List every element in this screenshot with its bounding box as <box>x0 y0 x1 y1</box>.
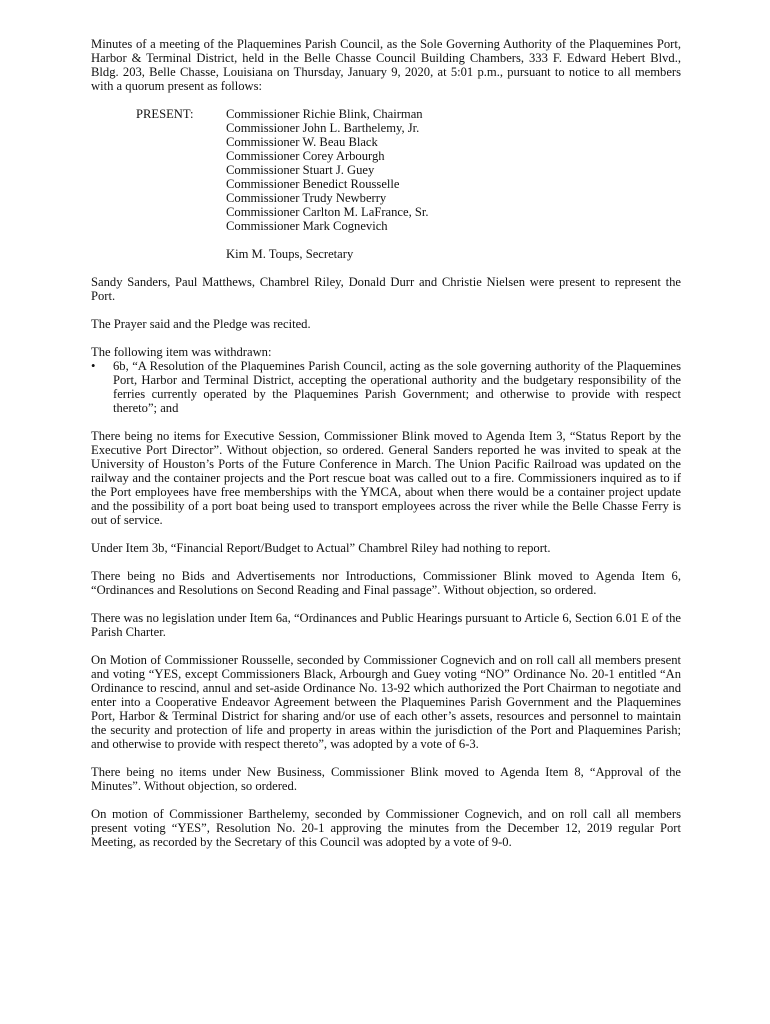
member-name: Commissioner John L. Barthelemy, Jr. <box>226 121 420 135</box>
second-reading-paragraph: There being no Bids and Advertisements nor Introductions, Commissioner Blink moved to Agenda Item 6, “Ordinances and Resolutions on Second Reading and Final passage”. Without objection, so ordered. <box>91 569 681 597</box>
minutes-approval-paragraph: On motion of Commissioner Barthelemy, seconded by Commissioner Cognevich, and on roll call all members present voting “YES”, Resolution No. 20-1 approving the minutes from the December 12, 2019 regular Port Meeting, as recorded by the Secretary of this Council was adopted by a vote of 9-0. <box>91 807 681 849</box>
financial-report-paragraph: Under Item 3b, “Financial Report/Budget to Actual” Chambrel Riley had nothing to report. <box>91 541 551 555</box>
prayer-paragraph: The Prayer said and the Pledge was recited. <box>91 317 311 331</box>
item-6a-paragraph: There was no legislation under Item 6a, “Ordinances and Public Hearings pursuant to Article 6, Section 6.01 E of the Parish Charter. <box>91 611 681 639</box>
secretary-name: Kim M. Toups, Secretary <box>226 247 354 261</box>
member-name: Commissioner Richie Blink, Chairman <box>226 107 423 121</box>
bullet-icon: • <box>91 359 96 373</box>
minutes-body <box>91 37 681 863</box>
withdrawn-item <box>91 359 681 415</box>
port-present-paragraph: Sandy Sanders, Paul Matthews, Chambrel Riley, Donald Durr and Christie Nielsen were present to represent the Port. <box>91 275 681 303</box>
present-label: PRESENT: <box>136 107 194 121</box>
member-name: Commissioner W. Beau Black <box>226 135 378 149</box>
withdrawn-heading: The following item was withdrawn: <box>91 345 272 359</box>
status-report-paragraph: There being no items for Executive Session, Commissioner Blink moved to Agenda Item 3, “Status Report by the Executive Port Director”. Without objection, so ordered. General Sanders reported he was invited to speak at the University of Houston’s Ports of the Future Conference in March. The Union Pacific Railroad was updated on the railway and the container projects and the Port rescue boat was called out to a fire. Commissioners inquired as to if the Port employees have free memberships with the YMCA, about when there would be a container project update and the possibility of a port boat being used to transport employees across the river while the Belle Chasse Ferry is out of service. <box>91 429 681 527</box>
member-name: Commissioner Carlton M. LaFrance, Sr. <box>226 205 429 219</box>
present-list <box>226 107 429 261</box>
new-business-paragraph: There being no items under New Business, Commissioner Blink moved to Agenda Item 8, “Approval of the Minutes”. Without objection, so ordered. <box>91 765 681 793</box>
intro-paragraph: Minutes of a meeting of the Plaquemines Parish Council, as the Sole Governing Authority of the Plaquemines Port, Harbor & Terminal District, held in the Belle Chasse Council Building Chambers, 333 F. Edward Hebert Blvd., Bldg. 203, Belle Chasse, Louisiana on Thursday, January 9, 2020, at 5:01 p.m., pursuant to notice to all members with a quorum present as follows: <box>91 37 681 93</box>
withdrawn-list <box>91 359 681 415</box>
member-name: Commissioner Trudy Newberry <box>226 191 387 205</box>
ordinance-paragraph: On Motion of Commissioner Rousselle, seconded by Commissioner Cognevich and on roll call all members present and voting “YES, except Commissioners Black, Arbourgh and Guey voting “NO” Ordinance No. 20-1 entitled “An Ordinance to rescind, annul and set-aside Ordinance No. 13-92 which authorized the Port Chairman to negotiate and enter into a Cooperative Endeavor Agreement between the Plaquemines Parish Government and the Plaquemines Port, Harbor & Terminal District for sharing and/or use of each other’s assets, resources and personnel to maintain the security and protection of life and property in areas within the jurisdiction of the Port and Plaquemines Parish; and otherwise to provide with respect thereto”, was adopted by a vote of 6-3. <box>91 653 681 751</box>
member-name: Commissioner Corey Arbourgh <box>226 149 385 163</box>
member-name: Commissioner Mark Cognevich <box>226 219 388 233</box>
member-name: Commissioner Stuart J. Guey <box>226 163 375 177</box>
present-block <box>91 107 681 261</box>
withdrawn-item-text: 6b, “A Resolution of the Plaquemines Parish Council, acting as the sole governing authority of the Plaquemines Port, Harbor and Terminal District, accepting the operational authority and the budgetary responsibility of the ferries currently operated by the Plaquemines Parish Government; and otherwise to provide with respect thereto”; and <box>113 359 681 415</box>
member-name: Commissioner Benedict Rousselle <box>226 177 400 191</box>
